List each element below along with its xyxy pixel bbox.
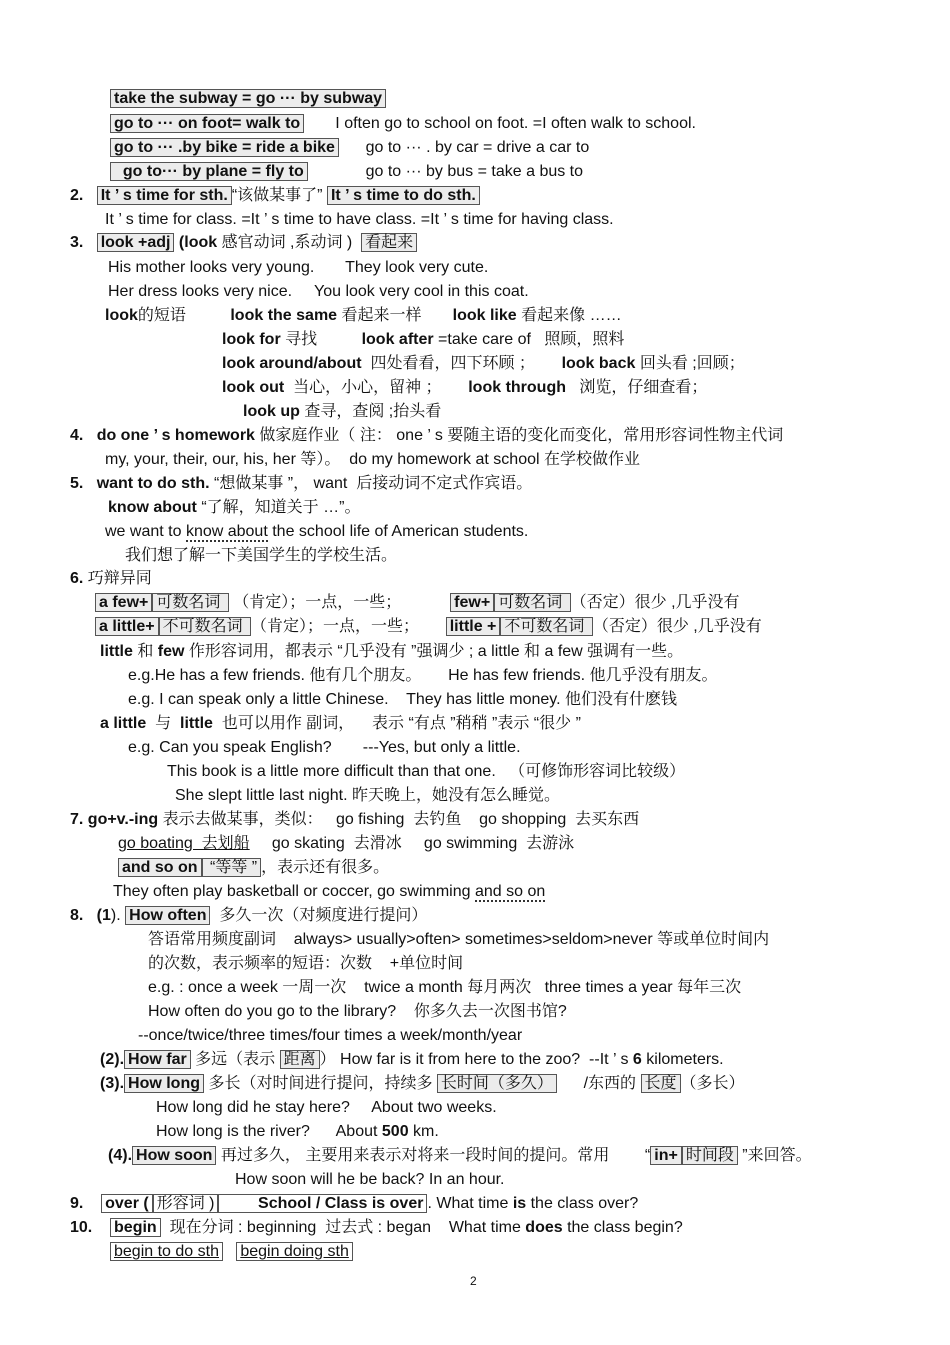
text-segment: a little+ bbox=[95, 617, 159, 636]
text-line bbox=[100, 713, 581, 735]
text-segment: is bbox=[512, 1195, 527, 1212]
text-segment: ） How far is it from here to the zoo? --It ’ s bbox=[319, 1051, 633, 1068]
text-segment: 感官动词 ,系动词 ) bbox=[221, 234, 362, 251]
text-segment: It ’ s time to do sth. bbox=[327, 186, 480, 205]
text-segment: They often play basketball or coccer, go swimming bbox=[113, 883, 475, 900]
text-line bbox=[113, 881, 545, 903]
text-segment: （多长） bbox=[680, 1075, 745, 1092]
text-segment: 4. bbox=[70, 427, 97, 444]
text-segment: 6. bbox=[70, 570, 84, 587]
text-line bbox=[108, 1145, 812, 1167]
text-segment: 再过多久， 主要用来表示对将来一段时间的提问。常用 “ bbox=[216, 1147, 651, 1164]
text-segment: does bbox=[525, 1219, 563, 1236]
text-segment: look out bbox=[222, 379, 285, 396]
text-segment: my, your, their, our, his, her 等）。 do my homework at school 在学校做作业 bbox=[105, 451, 640, 468]
text-line bbox=[100, 641, 683, 663]
text-segment: the class begin? bbox=[562, 1219, 683, 1236]
text-segment: “了解，知道关于 …”。 bbox=[196, 499, 361, 516]
text-segment: a few+ bbox=[95, 593, 152, 612]
text-line bbox=[128, 689, 677, 711]
text-line bbox=[100, 1049, 724, 1071]
text-segment: do one ’ s homework bbox=[96, 427, 255, 444]
text-segment: ). bbox=[110, 907, 126, 924]
text-segment: ( bbox=[108, 1147, 114, 1164]
text-segment: go to ··· by bus = take a bus to bbox=[307, 163, 584, 180]
text-segment: 的短语 bbox=[137, 307, 231, 324]
text-line bbox=[110, 1241, 353, 1263]
text-segment: 3 bbox=[105, 1075, 115, 1092]
text-line bbox=[110, 88, 386, 110]
text-segment: 的次数，表示频率的短语：次数 +单位时间 bbox=[148, 955, 464, 972]
text-segment: This book is a little more difficult than that one. （可修饰形容词比较级） bbox=[167, 763, 686, 780]
text-segment: 现在分词 : beginning 过去式 : began What time bbox=[160, 1219, 526, 1236]
text-segment: =take care of 照顾，照料 bbox=[433, 331, 625, 348]
text-segment: 也可以用作 副词， 表示 “有点 ”稍稍 ”表示 “很少 ” bbox=[212, 715, 581, 732]
text-segment: ). bbox=[122, 1147, 133, 1164]
text-segment: know about bbox=[108, 499, 197, 516]
text-segment: go boating 去划船 bbox=[118, 835, 250, 852]
text-segment: How soon will he be back? In an hour. bbox=[235, 1171, 505, 1188]
text-line bbox=[243, 401, 441, 423]
text-segment: 多久一次（对频度进行提问） bbox=[210, 907, 428, 924]
text-segment: go skating 去滑冰 go swimming 去游泳 bbox=[249, 835, 575, 852]
text-segment: 看起来 bbox=[361, 233, 417, 252]
text-segment: It ’ s time for sth. bbox=[97, 186, 232, 205]
text-line bbox=[148, 929, 769, 951]
text-segment: go to ··· . by car = drive a car to bbox=[338, 139, 590, 156]
text-line bbox=[70, 1193, 638, 1215]
text-segment: 与 bbox=[146, 715, 181, 732]
text-line bbox=[105, 209, 614, 231]
text-segment: How long did he stay here? About two weeks. bbox=[156, 1099, 497, 1116]
text-line bbox=[110, 113, 696, 135]
text-line bbox=[156, 1097, 497, 1119]
text-segment: 长时间（多久） bbox=[437, 1074, 557, 1093]
text-segment: in+ bbox=[650, 1146, 682, 1165]
text-segment: She slept little last night. 昨天晚上，她没有怎么睡觉。 bbox=[175, 787, 560, 804]
text-segment: ，表示还有很多。 bbox=[261, 859, 390, 876]
text-line bbox=[105, 449, 640, 471]
text-segment: 7. go+v.-ing bbox=[70, 811, 159, 828]
text-line bbox=[100, 1073, 745, 1095]
text-line bbox=[110, 161, 583, 183]
text-segment: go to··· by plane = fly to bbox=[110, 162, 308, 181]
text-segment: 6 bbox=[632, 1051, 642, 1068]
text-segment: It ’ s time for class. =It ’ s time to have class. =It ’ s time for having class. bbox=[105, 211, 614, 228]
text-segment: 9. bbox=[70, 1195, 102, 1212]
text-segment: want to do sth. bbox=[96, 475, 210, 492]
text-segment: 不可数名词 bbox=[500, 617, 592, 636]
text-segment: 寻找 bbox=[280, 331, 362, 348]
text-line bbox=[138, 1025, 522, 1047]
text-segment: --once/twice/three times/four times a week/month/year bbox=[138, 1027, 523, 1044]
text-segment: look around/about bbox=[222, 355, 362, 372]
text-line bbox=[70, 473, 532, 495]
page-number: 2 bbox=[470, 1274, 477, 1288]
text-segment: 作形容词用，都表示 “几乎没有 ”强调少 ; a little 和 a few 强调有一些。 bbox=[184, 643, 684, 660]
text-segment: a little bbox=[100, 715, 147, 732]
text-line bbox=[105, 305, 622, 327]
text-line bbox=[235, 1169, 505, 1191]
text-segment: 回头看 ;回顾； bbox=[635, 355, 745, 372]
text-segment: begin to do sth bbox=[110, 1242, 223, 1261]
text-segment: km. bbox=[408, 1123, 439, 1140]
text-segment: “该做某事了” bbox=[231, 187, 327, 204]
text-segment: begin doing sth bbox=[236, 1242, 353, 1261]
text-segment: 不可数名词 bbox=[159, 617, 251, 636]
text-segment: ( bbox=[100, 1075, 106, 1092]
text-segment: look back bbox=[561, 355, 636, 372]
text-line bbox=[70, 232, 417, 254]
text-segment: /东西的 bbox=[556, 1075, 641, 1092]
text-segment: look up bbox=[243, 403, 300, 420]
text-line bbox=[108, 257, 488, 279]
text-segment: the school life of American students. bbox=[267, 523, 529, 540]
text-line bbox=[95, 592, 740, 614]
text-segment: few+ bbox=[450, 593, 494, 612]
text-segment: 多长（对时间进行提问，持续多 bbox=[204, 1075, 437, 1092]
text-segment: little bbox=[100, 643, 133, 660]
text-line bbox=[222, 377, 707, 399]
text-segment: 看起来一样 bbox=[337, 307, 453, 324]
text-segment: How often bbox=[125, 906, 210, 925]
text-segment: ”来回答。 bbox=[737, 1147, 812, 1164]
text-segment: 浏览，仔细查看； bbox=[566, 379, 708, 396]
text-segment: School / Class is over bbox=[218, 1194, 427, 1213]
text-segment: ). bbox=[114, 1075, 125, 1092]
text-line bbox=[108, 497, 360, 519]
text-line bbox=[110, 137, 589, 159]
text-segment: little + bbox=[446, 617, 501, 636]
text-segment: （否定）很少 ,几乎没有 bbox=[592, 618, 762, 635]
text-segment: 10. bbox=[70, 1219, 111, 1236]
text-line bbox=[148, 953, 463, 975]
text-line bbox=[118, 857, 389, 879]
text-segment: 时间段 bbox=[682, 1146, 738, 1165]
text-segment: 多远（表示 bbox=[190, 1051, 280, 1068]
text-segment: little bbox=[180, 715, 213, 732]
text-segment: . What time bbox=[427, 1195, 513, 1212]
text-segment: 查寻，查阅 ;抬头看 bbox=[299, 403, 442, 420]
text-line bbox=[148, 1001, 567, 1023]
text-segment: 答语常用频度副词 always> usually>often> sometimes>seldom>never 等或单位时间内 bbox=[148, 931, 770, 948]
text-segment: we want to bbox=[105, 523, 186, 540]
text-segment: How long is the river? About bbox=[156, 1123, 382, 1140]
text-segment: look after bbox=[361, 331, 434, 348]
text-segment: look for bbox=[222, 331, 281, 348]
text-line bbox=[105, 521, 528, 543]
text-segment: know about bbox=[185, 523, 268, 540]
text-segment: 500 bbox=[381, 1123, 409, 1140]
text-segment: 距离 bbox=[280, 1050, 320, 1069]
text-segment: How far bbox=[124, 1050, 191, 1069]
text-segment: 4 bbox=[113, 1147, 123, 1164]
text-line bbox=[70, 185, 480, 207]
text-line bbox=[108, 281, 529, 303]
text-segment: e.g. Can you speak English? ---Yes, but only a little. bbox=[128, 739, 521, 756]
text-segment: go to ··· on foot= walk to bbox=[110, 114, 304, 133]
text-segment: 1 bbox=[102, 907, 111, 924]
text-segment: look bbox=[105, 307, 138, 324]
text-segment: 长度 bbox=[641, 1074, 681, 1093]
text-line bbox=[156, 1121, 439, 1143]
text-line bbox=[222, 329, 624, 351]
text-segment: and so on bbox=[474, 883, 546, 900]
text-line bbox=[148, 977, 741, 999]
text-segment: 当心，小心，留神 ； bbox=[284, 379, 469, 396]
text-segment: His mother looks very young. They look very cute. bbox=[108, 259, 489, 276]
text-segment: 3. bbox=[70, 234, 97, 251]
text-segment: e.g.He has a few friends. 他有几个朋友。 He has few friends. 他几乎没有朋友。 bbox=[128, 667, 718, 684]
text-segment: (look bbox=[174, 234, 222, 251]
text-line bbox=[70, 809, 639, 831]
text-line bbox=[222, 353, 745, 375]
text-segment: 可数名词 bbox=[494, 593, 570, 612]
text-line bbox=[70, 1217, 683, 1239]
text-segment: 看起来像 …… bbox=[516, 307, 622, 324]
text-segment: ). bbox=[114, 1051, 125, 1068]
text-segment: I often go to school on foot. =I often walk to school. bbox=[304, 115, 696, 132]
text-segment: How often do you go to the library? 你多久去一次图书馆? bbox=[148, 1003, 567, 1020]
text-segment: 5. bbox=[70, 475, 97, 492]
text-line bbox=[70, 425, 783, 447]
text-segment: （否定）很少 ,几乎没有 bbox=[570, 594, 740, 611]
text-line bbox=[95, 616, 762, 638]
text-segment: over ( bbox=[101, 1194, 153, 1213]
text-segment: 和 bbox=[132, 643, 158, 660]
text-segment: “想做某事 ”， want 后接动词不定式作宾语。 bbox=[209, 475, 533, 492]
text-line bbox=[128, 665, 718, 687]
text-segment: How long bbox=[124, 1074, 204, 1093]
text-segment: 表示去做某事，类似： go fishing 去钓鱼 go shopping 去买东西 bbox=[158, 811, 640, 828]
text-segment: kilometers. bbox=[641, 1051, 724, 1068]
text-segment: look +adj bbox=[97, 233, 175, 252]
text-line bbox=[167, 761, 685, 783]
text-segment: How soon bbox=[132, 1146, 216, 1165]
text-segment: 形容词 ) bbox=[153, 1194, 219, 1213]
text-segment: the class over? bbox=[526, 1195, 639, 1212]
text-segment: and so on bbox=[118, 858, 202, 877]
text-segment: 8. ( bbox=[70, 907, 103, 924]
text-segment bbox=[223, 1243, 236, 1260]
text-segment: ( bbox=[100, 1051, 106, 1068]
text-segment: take the subway = go ··· by subway bbox=[110, 89, 386, 108]
text-line bbox=[70, 568, 152, 590]
text-segment: （肯定）；一点，一些； bbox=[228, 594, 451, 611]
text-segment: 四处看看，四下环顾 ； bbox=[361, 355, 562, 372]
text-segment: 巧辩异同 bbox=[83, 570, 152, 587]
text-line bbox=[70, 905, 427, 927]
text-segment: “等等 ” bbox=[202, 858, 262, 877]
text-segment: look like bbox=[452, 307, 517, 324]
text-segment: （肯定）；一点，一些； bbox=[251, 618, 446, 635]
text-segment: begin bbox=[110, 1218, 161, 1237]
text-segment: 做家庭作业（ 注： one ’ s 要随主语的变化而变化，常用形容词性物主代词 bbox=[254, 427, 784, 444]
text-line bbox=[125, 545, 397, 567]
text-segment: e.g. I can speak only a little Chinese. They has little money. 他们没有什麽钱 bbox=[128, 691, 677, 708]
text-segment: 我们想了解一下美国学生的学校生活。 bbox=[125, 547, 398, 564]
text-segment: go to ··· .by bike = ride a bike bbox=[110, 138, 339, 157]
text-segment: look the same bbox=[230, 307, 338, 324]
text-segment: few bbox=[157, 643, 185, 660]
text-line bbox=[118, 833, 574, 855]
text-line bbox=[175, 785, 560, 807]
text-segment: 2 bbox=[105, 1051, 115, 1068]
text-segment: look through bbox=[468, 379, 566, 396]
text-segment: 可数名词 bbox=[152, 593, 228, 612]
text-line bbox=[128, 737, 521, 759]
text-segment: 2. bbox=[70, 187, 97, 204]
text-segment: Her dress looks very nice. You look very cool in this coat. bbox=[108, 283, 529, 300]
text-segment: e.g. : once a week 一周一次 twice a month 每月两次 three times a year 每年三次 bbox=[148, 979, 742, 996]
